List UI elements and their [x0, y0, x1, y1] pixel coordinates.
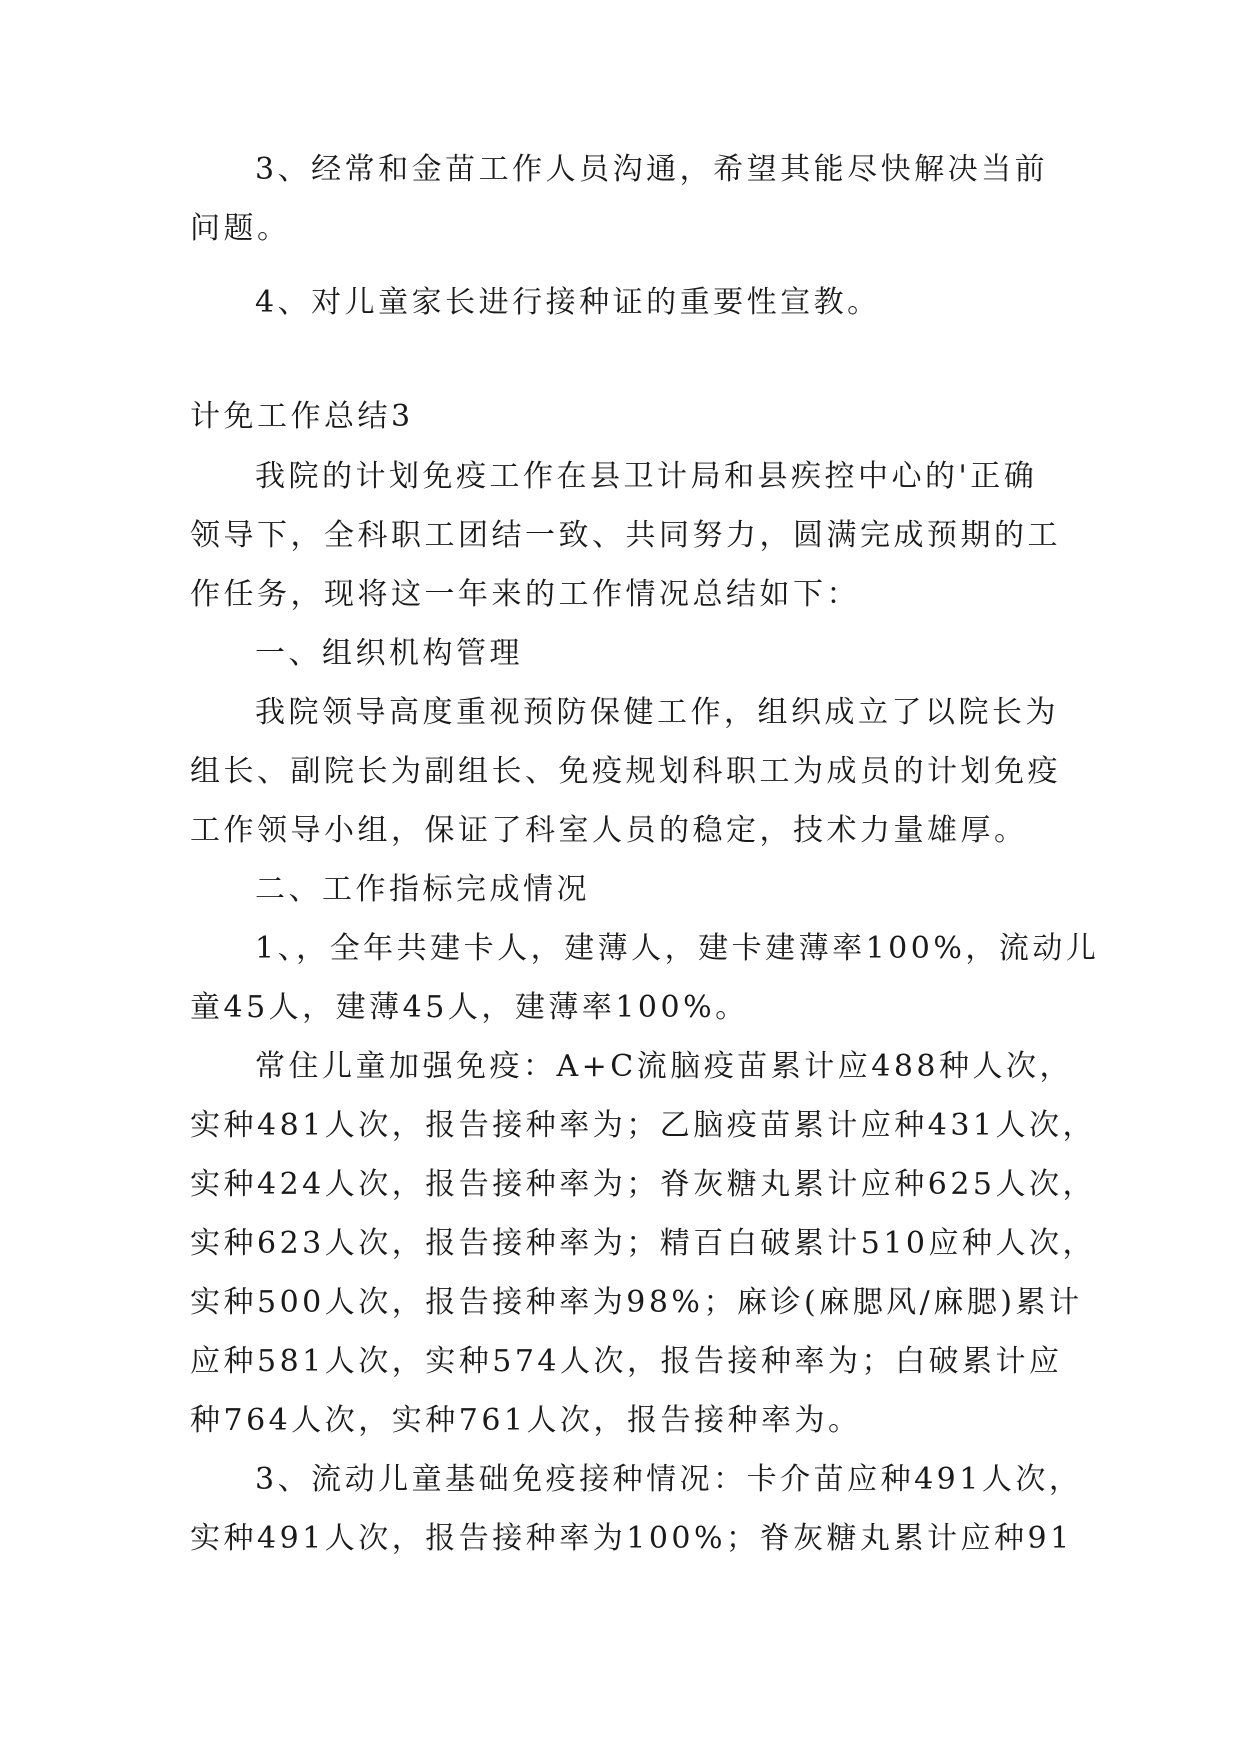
paragraph-line: 种764人次，实种761人次，报告接种率为。 [190, 1403, 862, 1438]
paragraph-line: 实种424人次，报告接种率为；脊灰糖丸累计应种625人次， [190, 1167, 1097, 1202]
subheading: 一、组织机构管理 [255, 636, 523, 671]
paragraph-line: 我院的计划免疫工作在县卫计局和县疾控中心的'正确 [255, 459, 1038, 494]
paragraph-line: 问题。 [190, 211, 291, 246]
paragraph-line: 3、经常和金苗工作人员沟通，希望其能尽快解决当前 [255, 152, 1049, 187]
paragraph-line: 实种481人次，报告接种率为；乙脑疫苗累计应种431人次， [190, 1108, 1097, 1143]
paragraph-line: 作任务，现将这一年来的工作情况总结如下： [190, 577, 860, 612]
paragraph-line: 我院领导高度重视预防保健工作，组织成立了以院长为 [255, 695, 1059, 730]
paragraph-line: 实种500人次，报告接种率为98%；麻诊(麻腮风/麻腮)累计 [190, 1285, 1083, 1320]
paragraph-line: 3、流动儿童基础免疫接种情况：卡介苗应种491人次， [255, 1462, 1083, 1497]
subheading: 二、工作指标完成情况 [255, 872, 590, 907]
paragraph-line: 4、对儿童家长进行接种证的重要性宣教。 [255, 285, 881, 320]
paragraph-line: 实种623人次，报告接种率为；精百白破累计510应种人次， [190, 1226, 1097, 1261]
paragraph-line: 童45人，建薄45人，建薄率100%。 [190, 990, 749, 1025]
paragraph-line: 工作领导小组，保证了科室人员的稳定，技术力量雄厚。 [190, 813, 1028, 848]
section-heading: 计免工作总结3 [190, 399, 414, 434]
paragraph-line: 领导下，全科职工团结一致、共同努力，圆满完成预期的工 [190, 518, 1061, 553]
paragraph-line: 实种491人次，报告接种率为100%；脊灰糖丸累计应种91 [190, 1521, 1073, 1556]
paragraph-line: 组长、副院长为副组长、免疫规划科职工为成员的计划免疫 [190, 754, 1061, 789]
paragraph-line: 常住儿童加强免疫：A+C流脑疫苗累计应488种人次， [255, 1049, 1074, 1084]
paragraph-line: 应种581人次，实种574人次，报告接种率为；白破累计应 [190, 1344, 1063, 1379]
paragraph-line: 1、，全年共建卡人，建薄人，建卡建薄率100%，流动儿 [255, 931, 1100, 966]
